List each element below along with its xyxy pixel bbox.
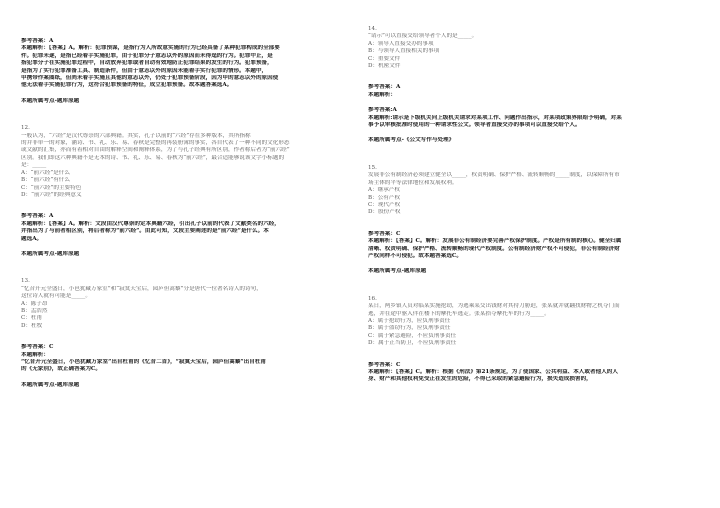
explanation-line: 题选A。 [21,235,43,242]
question-number: 14. [368,26,377,32]
question-text: 发展非公有制经济必须建立健全以_____，权责明确、保护严格、流转顺畅的_____制度，以保障所有市 [368,172,620,179]
question-text: “忆昔开元全盛日，小邑犹藏万家室”和“寂寞天宝后，园庐但蒿藜”分是唐代一位著名诗人的诗句， [21,285,262,292]
topic-source: 本题所属考点-《公文写作与处理》 [368,137,455,144]
explanation-line: 本题解析：【答案】C。解析：根据《刑法》第21条规定，为了使国家、公共利益、本人或者他人的人 [368,369,618,375]
answer-15 [368,231,706,276]
question-number: 15. [368,164,377,171]
explanation-line: 甲携带作案图纸，但尚未着手实施且其他的意志以外，仍处于犯罪预备阶段，因为甲的意志以外的原因使 [21,75,279,82]
option-b: B：与领导人直接相关的事项 [368,48,440,55]
reference-answer-extra: 参考答案:A [368,107,397,114]
answer-16 [368,362,706,384]
question-text: 这位诗人就有可能是_____。 [21,293,91,300]
option-a: A：陈子昂 [21,300,48,307]
reference-answer: 参考答案：C [368,230,401,237]
question-number: 13. [21,278,30,285]
explanation-line: 本题解析： [21,351,49,358]
option-d: D：机密文件 [368,63,401,70]
explanation-line: 的《无家别》，故正确答案为C。 [21,366,101,373]
question-text: 一般认为，“六经”是汉代尊崇的六部典籍。其实，孔子以前的“六经”存在多种版本，其所指称 [21,132,251,139]
option-b: B：孟浩然 [21,307,48,314]
explanation-line: 是指为了实行犯罪准备工具、制造条件，但由于意志以外的原因未能着手实行犯罪的情形。本题中， [21,67,268,74]
option-d: D：“前六经”的经典意义 [21,191,82,198]
explanation-line: 件。犯罪未遂，是指已经着手实施犯罪，由于犯罪分子意志以外的原因而未得逞的行为。犯罪中止，是 [21,52,273,59]
explanation-line: 清晰、权责明确、保护严格、流转顺畅的现代产权制度。公有制经济财产权不可侵犯，非公有制经济财 [368,245,620,252]
explanation-line: 指犯罪分子在实施犯罪过程中，自动放弃犯罪或者自动有效地防止犯罪结果的发生的行为。犯罪预备， [21,60,273,67]
option-a: A：继承产权 [368,187,401,194]
explanation-line: 本题解析:请示是下级机关向上级机关请求对某项工作、问题作出指示，对某项政策界限给予明确，对某 [368,114,622,121]
option-b: B：公有产权 [368,194,401,201]
answer-14 [368,84,706,144]
question-13 [21,278,359,330]
question-text: 是：_____ [21,162,47,169]
reference-answer: 参考答案：C [21,344,54,351]
prev-answer-block [21,38,359,105]
left-column [21,38,359,389]
reference-answer: 参考答案：A [21,38,54,44]
option-c: C：重要文件 [368,55,401,62]
option-c: C：“前六经”的主要特色 [21,184,82,191]
reference-answer: 参考答案：C [368,361,401,368]
option-b: B：属于盗窃行为，应负刑事责任 [368,325,451,332]
answer-13 [21,344,359,389]
question-16 [368,296,706,348]
option-a: A：属于抢劫行为，应负刑事责任 [368,317,451,324]
topic-source: 本题所属考点-题库原题 [368,268,427,275]
explanation-line: 本题解析：【答案】A。解析：文段由汉代尊崇的定本典籍六经，引出孔子以前的代表了文献类名的六经， [21,220,280,227]
topic-source: 本题所属考点-题库原题 [21,381,80,388]
question-text: “请示”可以直接交给领导者个人的是_____。 [368,33,478,40]
question-14 [368,26,706,70]
explanation-line: 他无法着手实施犯罪行为，这符合犯罪预备的特征，成立犯罪预备。故本题答案选A。 [21,82,233,89]
question-12 [21,125,359,199]
explanation-line: 产权同样不可侵犯。故本题答案选C。 [368,252,462,259]
question-text: 某日，两乡镇人员对临某实施抢劫，为逃乘某交出钱财对其持刀胁迫，张某就并就翻找财物之机夺门而 [368,303,620,310]
question-number: 16. [368,295,377,302]
question-number: 12. [21,125,30,132]
option-d: D：杜牧 [21,322,43,329]
question-text: 或文献的汇集，亦而有着相对自由的解释空间和阐释体系，为了与孔子经典有所区别，作者称后者为“前六经” [21,147,290,154]
explanation-line: 本题解析：【答案】A。解析：犯罪预谋，是指行为人所故意实施的行为已经具备了某种犯罪构成的全部要 [21,45,280,52]
topic-source: 本题所属考点-题库原题 [21,250,80,257]
option-a: A：“前六经”是什么 [21,169,70,176]
reference-answer: 参考答案：A [21,213,54,220]
option-d: D：属于正当防卫，不应负刑事责任 [368,340,457,347]
reference-answer: 参考答案：A [368,84,401,91]
option-c: C：现代产权 [368,201,401,208]
option-c: C：属于紧急避险，不应负刑事责任 [368,332,457,339]
question-text: 区别。我们即这六种典籍不是无本的诗、书、礼、乐、易、春秋为“前六经”，最合适能够说该文字小标题的 [21,154,285,161]
option-d: D：股份产权 [368,209,401,216]
explanation-line: 事予以审核批准时使用的一种请求性公文。领导者直接交办的事项可以直接交给个人。 [368,122,581,129]
explanation-line: 本题解析：【答案】C。解析：发展非公有制经济要完善产权保护制度。产权是所有制的核心。健全归属 [368,238,622,245]
explanation-line: 并指出为了与前者相区别，将后者称为“前六经”。由此可知，文段主要阐述的是“前六经”是什么。本 [21,228,269,235]
question-text: 逃，并在途中驱入伴在楼下的摩托车逃走。张某拾夺摩托车的行为_____。 [368,310,550,317]
explanation-line: “忆昔开元全盛日，小邑犹藏万家室”出自杜甫的《忆昔二首》，“寂寞天宝后，园庐但蒿藜”出自杜甫 [21,359,267,365]
option-a: A：领导人直接交办的事项 [368,40,434,47]
explanation-line: 本题解析： [368,91,396,98]
question-text: 场主体的平等法律地位和发展权利。 [368,179,458,186]
answer-12 [21,213,359,258]
question-15 [368,165,706,217]
option-c: C：杜甫 [21,315,43,322]
option-b: B：“前六经”有什么 [21,177,70,184]
explanation-line: 身、财产和其他权利免受正在发生的危险，不得已采取的紧急避险行为，损失造成损害的， [368,376,592,383]
topic-source: 本题所属考点-题库原题 [21,97,80,104]
right-column [368,26,706,384]
question-text: 的并非单一的对象，涵诗、书、礼、乐、易、春秋是完整的再装册簿的事实，各自代表了一种不同的文化形态 [21,140,290,147]
